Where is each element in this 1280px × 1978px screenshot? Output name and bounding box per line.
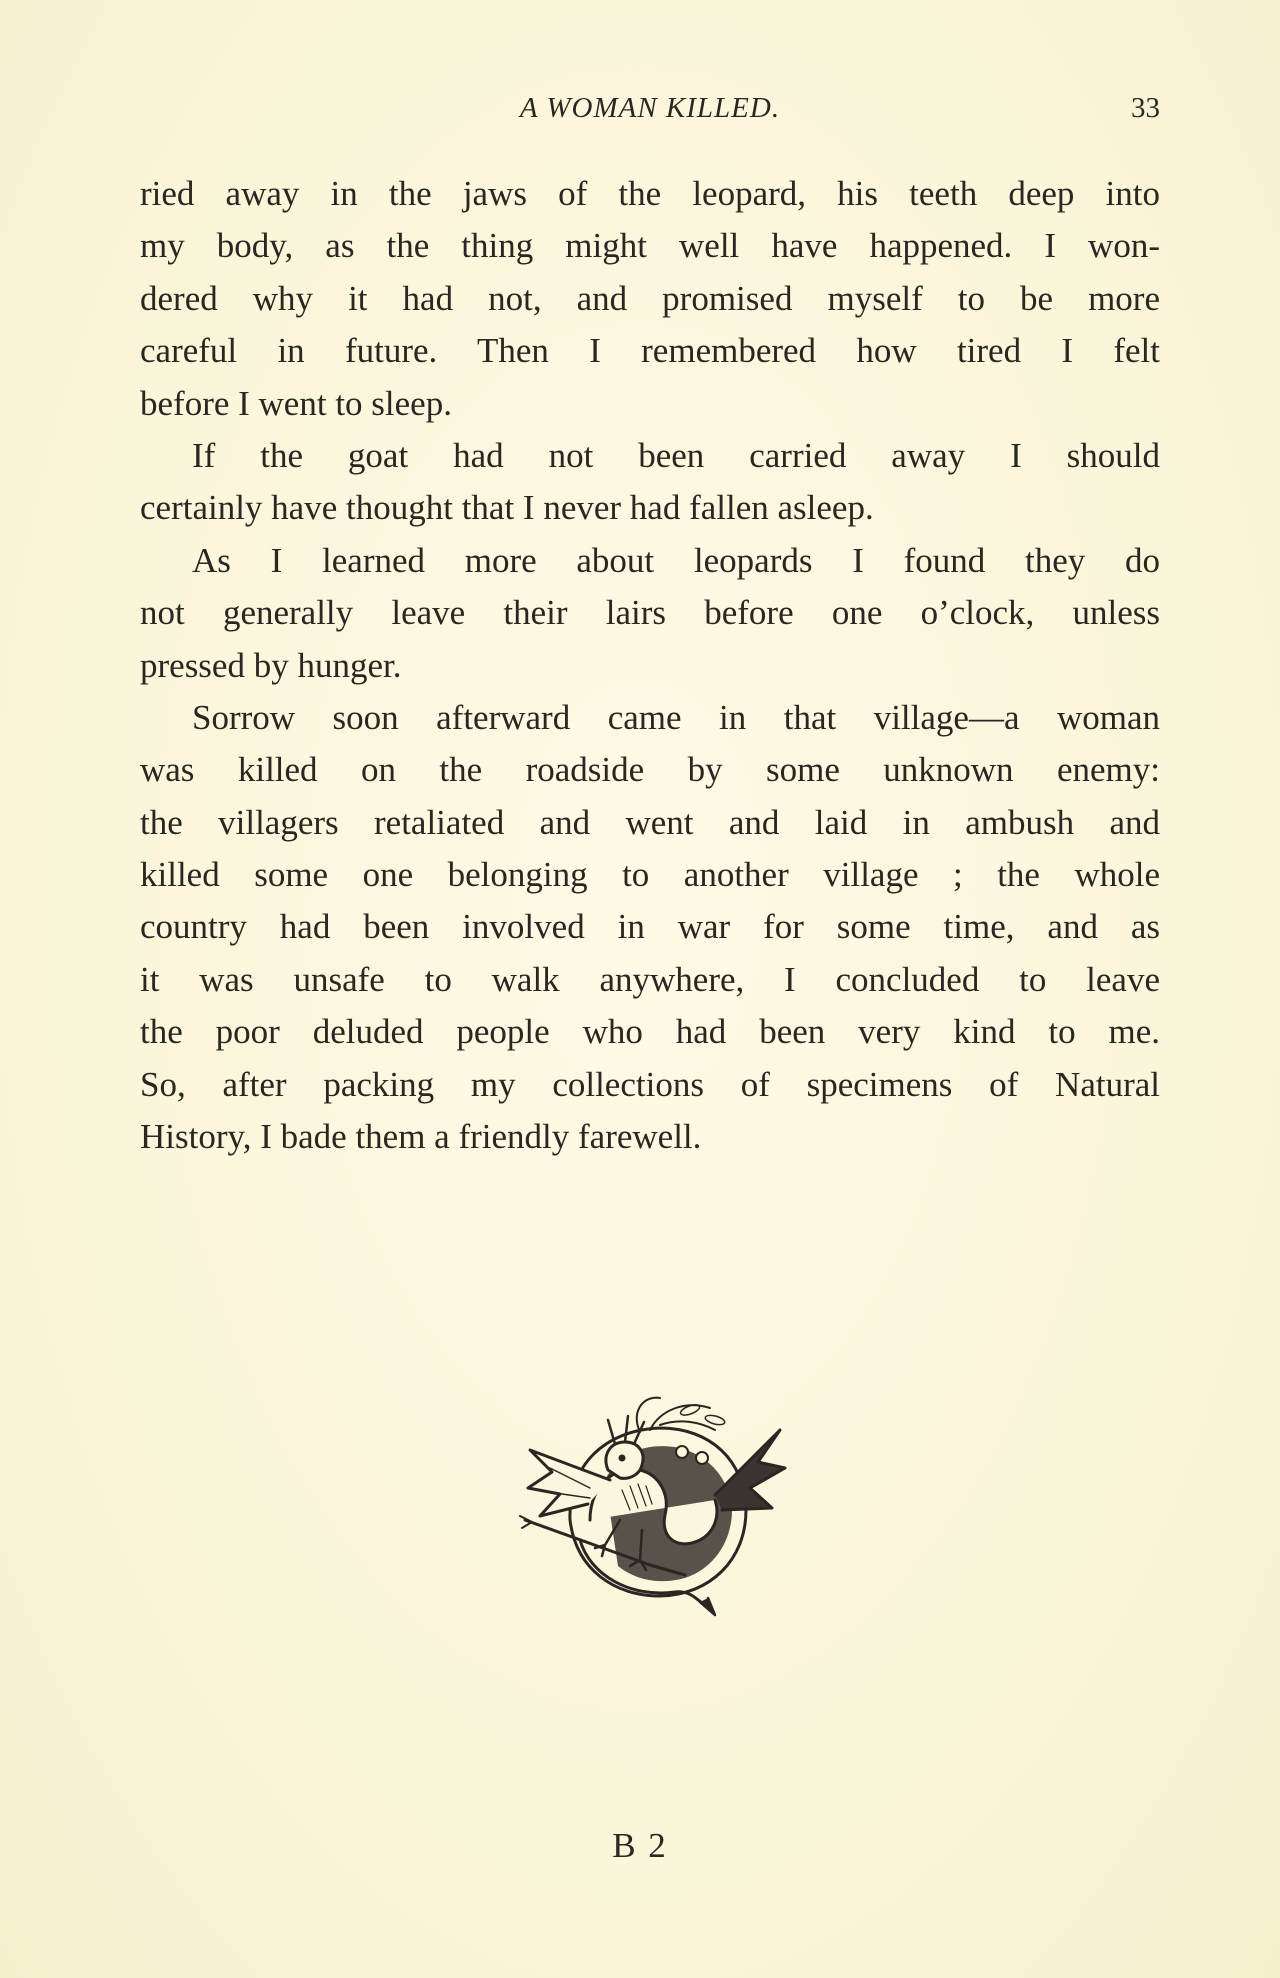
paragraph-start-line: As I learned more about leopards I found they do xyxy=(192,540,1160,580)
text-line: pressed by hunger. xyxy=(140,645,402,685)
text-line: the villagers retaliated and went and laid in ambush and xyxy=(140,802,1160,842)
text-line: my body, as the thing might well have happened. I won- xyxy=(140,226,1160,266)
text-line: killed some one belonging to another village ; the whole xyxy=(140,855,1160,895)
page-number: 33 xyxy=(1131,92,1160,124)
text-line: was killed on the roadside by some unknown enemy: xyxy=(140,750,1160,790)
paragraph-start-line: Sorrow soon afterward came in that village—a woman xyxy=(192,697,1160,737)
dragon-vignette-icon xyxy=(510,1370,800,1620)
text-line: ried away in the jaws of the leopard, his teeth deep into xyxy=(140,174,1160,213)
text-line: before I went to sleep. xyxy=(140,383,452,423)
text-line: certainly have thought that I never had fallen asleep. xyxy=(140,488,874,528)
running-head xyxy=(140,92,1160,132)
body-text xyxy=(140,168,1160,1163)
text-line: dered why it had not, and promised myself to be more xyxy=(140,278,1160,318)
text-line: careful in future. Then I remembered how tired I felt xyxy=(140,331,1160,371)
running-title: A WOMAN KILLED. xyxy=(519,92,781,124)
text-line: it was unsafe to walk anywhere, I concluded to leave xyxy=(140,959,1160,999)
text-line: the poor deluded people who had been very kind to me. xyxy=(140,1012,1160,1052)
text-line: History, I bade them a friendly farewell. xyxy=(140,1117,702,1157)
text-line: country had been involved in war for some time, and as xyxy=(140,907,1160,947)
text-line: So, after packing my collections of specimens of Natural xyxy=(140,1064,1160,1104)
paragraph-start-line: If the goat had not been carried away I should xyxy=(192,435,1160,475)
text-line: not generally leave their lairs before one o’clock, unless xyxy=(140,593,1160,633)
signature-mark: B 2 xyxy=(612,1826,668,1865)
